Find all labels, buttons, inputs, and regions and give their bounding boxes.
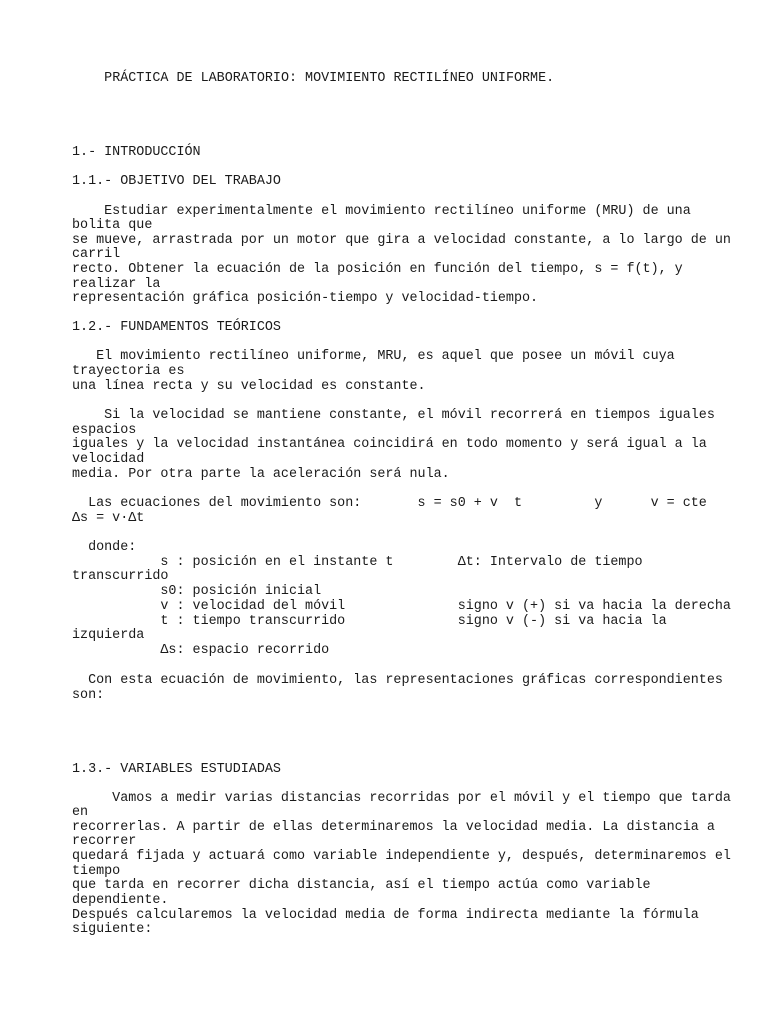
variables-legend-line: s0: posición inicial <box>72 584 322 599</box>
variables-legend-line: s : posición en el instante t Δt: Intervalo de tiempo <box>72 555 643 570</box>
equations-line: Δs = v·Δt <box>72 511 145 526</box>
variables-line: dependiente. <box>72 893 169 908</box>
theory-line: velocidad <box>72 452 145 467</box>
graphs-intro-line: son: <box>72 688 105 703</box>
section-heading-introduccion: 1.- INTRODUCCIÓN <box>72 145 201 160</box>
variables-legend-line: transcurrido <box>72 569 169 584</box>
objective-line: representación gráfica posición-tiempo y velocidad-tiempo. <box>72 291 539 306</box>
document-title: PRÁCTICA DE LABORATORIO: MOVIMIENTO RECTILÍNEO UNIFORME. <box>104 71 555 86</box>
objective-line: Estudiar experimentalmente el movimiento rectilíneo uniforme (MRU) de una <box>72 204 691 219</box>
theory-line: una línea recta y su velocidad es constante. <box>72 379 426 394</box>
variables-legend-line: Δs: espacio recorrido <box>72 643 330 658</box>
variables-line: recorrer <box>72 834 137 849</box>
variables-line: Vamos a medir varias distancias recorridas por el móvil y el tiempo que tarda <box>72 791 731 806</box>
subsection-heading-fundamentos: 1.2.- FUNDAMENTOS TEÓRICOS <box>72 320 281 335</box>
theory-line: media. Por otra parte la aceleración será nula. <box>72 467 450 482</box>
variables-line: recorrerlas. A partir de ellas determinaremos la velocidad media. La distancia a <box>72 820 715 835</box>
variables-line: quedará fijada y actuará como variable independiente y, después, determinaremos el <box>72 849 731 864</box>
objective-line: se mueve, arrastrada por un motor que gira a velocidad constante, a lo largo de un <box>72 233 731 248</box>
objective-line: carril <box>72 247 121 262</box>
variables-legend-line: v : velocidad del móvil signo v (+) si va hacia la derecha <box>72 599 731 614</box>
subsection-heading-variables: 1.3.- VARIABLES ESTUDIADAS <box>72 762 281 777</box>
variables-legend-line: donde: <box>72 540 137 555</box>
graphs-intro-line: Con esta ecuación de movimiento, las representaciones gráficas correspondientes <box>72 673 723 688</box>
objective-line: bolita que <box>72 218 153 233</box>
variables-legend-line: izquierda <box>72 628 145 643</box>
variables-line: Después calcularemos la velocidad media de forma indirecta mediante la fórmula <box>72 908 699 923</box>
variables-line: en <box>72 805 89 820</box>
variables-line: siguiente: <box>72 922 153 937</box>
variables-line: que tarda en recorrer dicha distancia, así el tiempo actúa como variable <box>72 878 651 893</box>
theory-line: Si la velocidad se mantiene constante, el móvil recorrerá en tiempos iguales <box>72 408 715 423</box>
objective-line: realizar la <box>72 277 161 292</box>
theory-line: trayectoria es <box>72 364 185 379</box>
theory-line: espacios <box>72 423 137 438</box>
variables-line: tiempo <box>72 864 121 879</box>
subsection-heading-objetivo: 1.1.- OBJETIVO DEL TRABAJO <box>72 174 281 189</box>
theory-line: El movimiento rectilíneo uniforme, MRU, es aquel que posee un móvil cuya <box>72 349 675 364</box>
theory-line: iguales y la velocidad instantánea coincidirá en todo momento y será igual a la <box>72 437 707 452</box>
variables-legend-line: t : tiempo transcurrido signo v (-) si va hacia la <box>72 614 667 629</box>
equations-line: Las ecuaciones del movimiento son: s = s0 + v t y v = cte <box>72 496 707 511</box>
objective-line: recto. Obtener la ecuación de la posición en función del tiempo, s = f(t), y <box>72 262 683 277</box>
